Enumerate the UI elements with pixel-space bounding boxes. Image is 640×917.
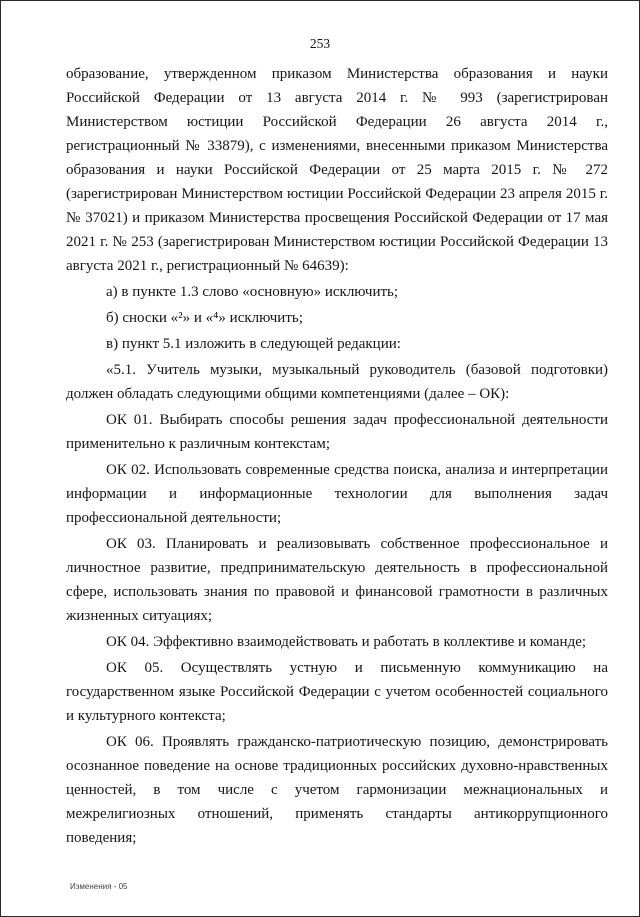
page-number: 253 [309, 36, 331, 51]
paragraph-ok-04: ОК 04. Эффективно взаимодействовать и работать в коллективе и команде; [106, 634, 587, 650]
paragraph-item-v: в) пункт 5.1 изложить в следующей редакции: [106, 336, 401, 352]
paragraph-intro: образование, утвержденном приказом Министерства образования и науки Российской Федерации от 13 августа 2014 г. № 993 (зарегистрирован Министерством юстиции Российской Федерации 26 августа 2014 г., регистрационный № 33879), с изменениями, внесенными приказом Министерства образования и науки Российской Федерации от 25 марта 2015 г. № 272 (зарегистрирован Министерством юстиции Российской Федерации 23 апреля 2015 г. № 37021) и приказом Министерства просвещения Российской Федерации от 17 мая 2021 г. № 253 (зарегистрирован Министерством юстиции Российской Федерации 13 августа 2021 г., регистрационный № 64639): [66, 66, 608, 274]
footer-note: Изменения - 05 [70, 882, 128, 891]
paragraph-ok-02: ОК 02. Использовать современные средства поиска, анализа и интерпретации информации и информационные технологии для выполнения задач профессиональной деятельности; [66, 462, 608, 526]
paragraph-ok-03: ОК 03. Планировать и реализовывать собственное профессиональное и личностное развитие, предпринимательскую деятельность в профессиональной сфере, использовать знания по правовой и финансовой грамотности в различных жизненных ситуациях; [66, 536, 608, 624]
paragraph-ok-05: ОК 05. Осуществлять устную и письменную коммуникацию на государственном языке Российской Федерации с учетом особенностей социального и культурного контекста; [66, 660, 608, 724]
paragraph-item-a: а) в пункте 1.3 слово «основную» исключить; [106, 284, 399, 300]
document-body [66, 62, 608, 850]
paragraph-ok-01: ОК 01. Выбирать способы решения задач профессиональной деятельности применительно к различным контекстам; [66, 412, 608, 452]
paragraph-5-1: «5.1. Учитель музыки, музыкальный руководитель (базовой подготовки) должен обладать следующими общими компетенциями (далее – ОК): [66, 362, 608, 402]
paragraph-ok-06: ОК 06. Проявлять гражданско-патриотическую позицию, демонстрировать осознанное поведение на основе традиционных российских духовно-нравственных ценностей, в том числе с учетом гармонизации межнациональных и межрелигиозных отношений, применять стандарты антикоррупционного поведения; [66, 734, 608, 846]
paragraph-item-b: б) сноски «²» и «⁴» исключить; [106, 310, 303, 326]
